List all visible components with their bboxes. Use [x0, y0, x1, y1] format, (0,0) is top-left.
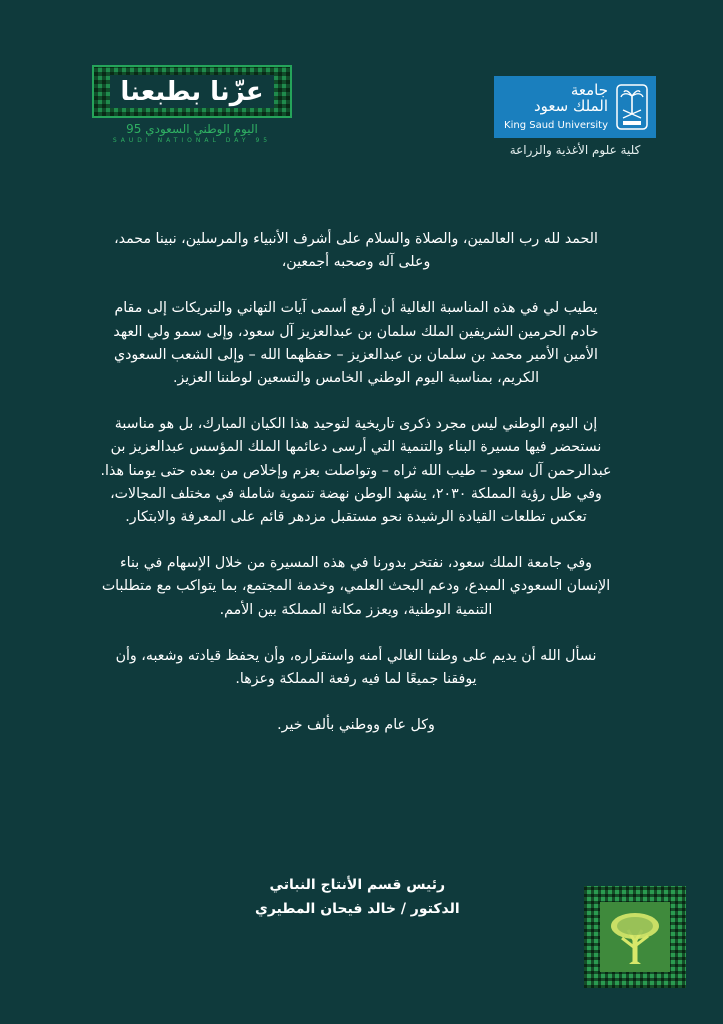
letter-body [100, 228, 612, 760]
ksu-logo [494, 76, 656, 138]
national-day-logo [92, 65, 292, 155]
national-day-subtitle: اليوم الوطني السعودي [145, 122, 258, 136]
letter-paragraph: إن اليوم الوطني ليس مجرد ذكرى تاريخية لتوحيد هذا الكيان المبارك، بل هو مناسبة نستحضر فيها مسيرة البناء والتنمية التي أرسى دعائمها الملك المؤسس عبدالعزيز بن عبدالرحمن آل سعود – طيب الله ثراه – وتواصلت بعزم وإخلاص من بعده حتى يومنا هذا. وفي ظل رؤية المملكة ٢٠٣٠، يشهد الوطن نهضة تنموية شاملة في مختلف المجالات، تعكس تطلعات القيادة الرشيدة نحو مستقبل مزدهر قائم على المعرفة والابتكار. [100, 416, 612, 526]
signature-name: الدكتور / خالد فيحان المطيري [255, 901, 460, 917]
national-day-number: 95 [126, 122, 142, 136]
tree-pattern-emblem [584, 886, 686, 988]
national-day-slogan: عزّنا بطبعنا [120, 76, 264, 107]
ksu-name-line1: جامعة [570, 81, 608, 99]
letter-paragraph: يطيب لي في هذه المناسبة الغالية أن أرفع أسمى آيات التهاني والتبريكات إلى مقام خادم الحرمين الشريفين الملك سلمان بن عبدالعزيز آل سعود، وإلى سمو ولي العهد الأمين الأمير محمد بن سلمان بن عبدالعزيز – حفظهما الله – وإلى الشعب السعودي الكريم، بمناسبة اليوم الوطني الخامس والتسعين لوطننا العزيز. [113, 300, 599, 387]
signature-title: رئيس قسم الأنتاج النباتي [269, 877, 446, 893]
palm-swords-emblem-icon [616, 84, 648, 130]
ksu-name-english: King Saud University [504, 120, 608, 131]
signature-block [255, 873, 460, 921]
ksu-name-arabic [534, 82, 608, 114]
tree-icon [600, 902, 670, 972]
national-day-subtitle-row [92, 122, 292, 136]
letter-paragraph: وفي جامعة الملك سعود، نفتخر بدورنا في هذه المسيرة من خلال الإسهام في بناء الإنسان السعودي المبدع، ودعم البحث العلمي، وخدمة المجتمع، بما يتواكب مع متطلبات التنمية الوطنية، ويعزز مكانة المملكة بين الأمم. [101, 555, 611, 618]
letter-paragraph: الحمد لله رب العالمين، والصلاة والسلام على أشرف الأنبياء والمرسلين، نبينا محمد، وعلى آله وصحبه أجمعين، [114, 231, 598, 271]
ksu-name-line2: الملك سعود [533, 97, 608, 115]
letter-paragraph: نسأل الله أن يديم على وطننا الغالي أمنه واستقراره، وأن يحفظ قيادته وشعبه، وأن يوفقنا جميعًا لما فيه رفعة المملكة وعزها. [115, 647, 597, 688]
college-name: كلية علوم الأغذية والزراعة [509, 143, 641, 157]
letter-closing: وكل عام ووطني بألف خير. [277, 717, 435, 734]
national-day-english: SAUDI NATIONAL DAY 95 [112, 137, 272, 144]
national-day-pattern-banner [92, 65, 292, 118]
